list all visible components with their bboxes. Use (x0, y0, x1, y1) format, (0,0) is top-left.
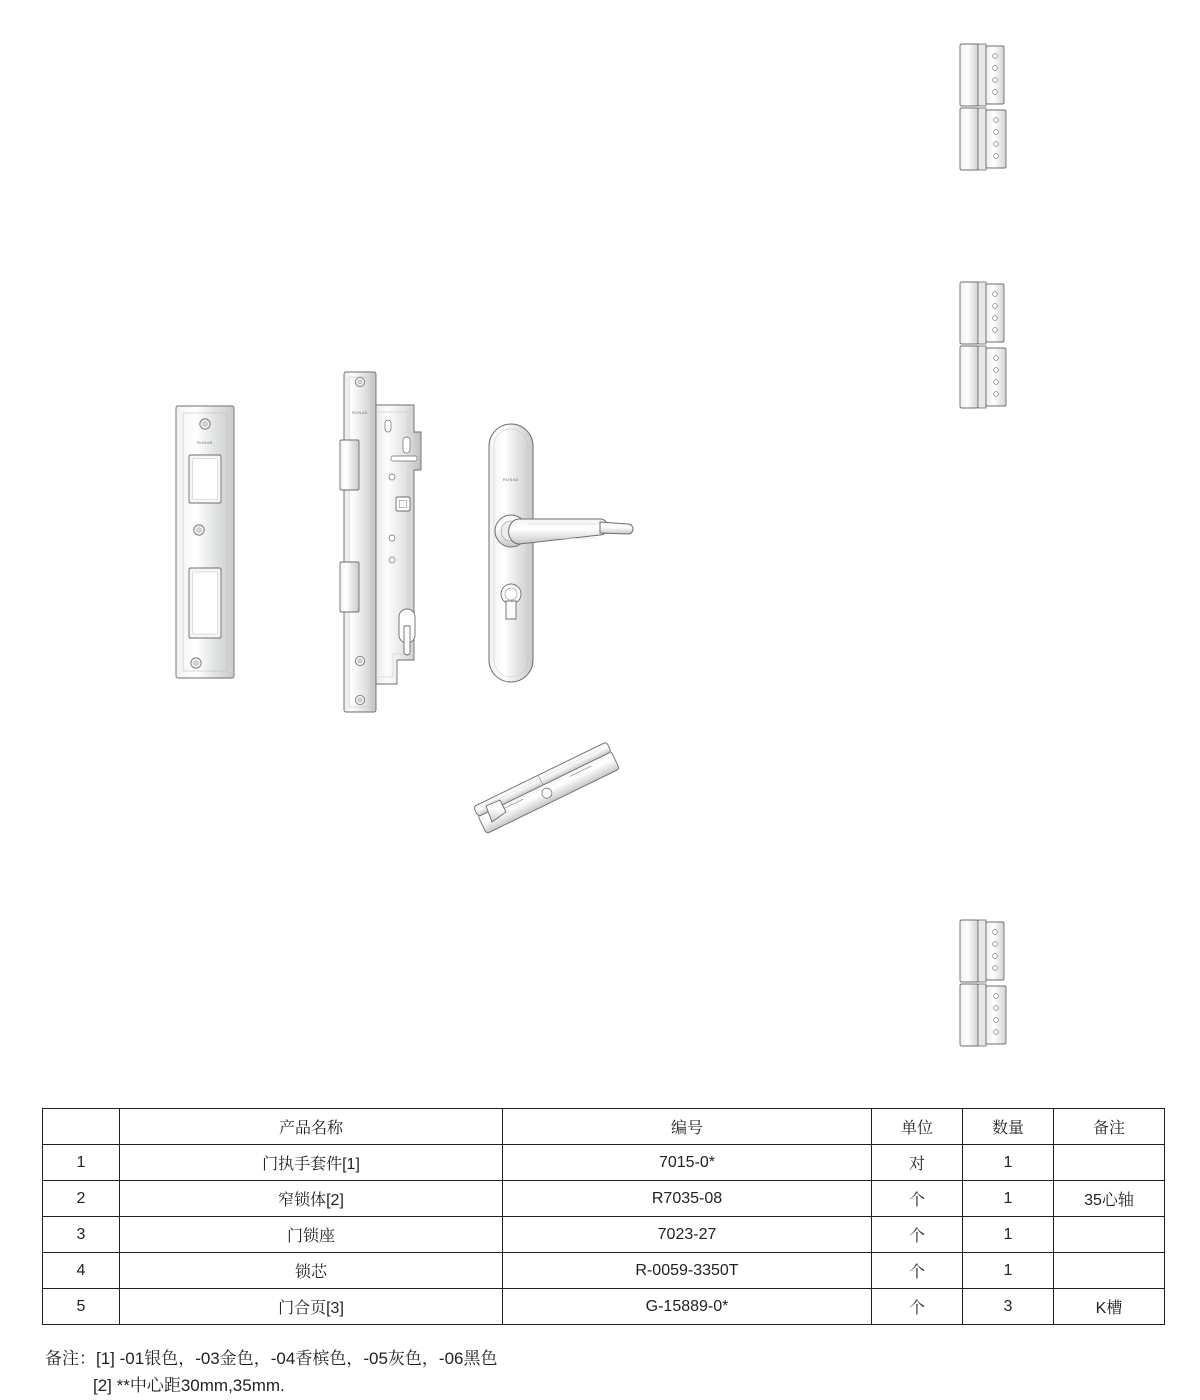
cell-unit: 对 (872, 1145, 963, 1181)
header-qty: 数量 (963, 1109, 1054, 1145)
cell-index: 5 (43, 1289, 120, 1325)
cell-unit: 个 (872, 1289, 963, 1325)
header-remark: 备注 (1054, 1109, 1165, 1145)
table-row (43, 1145, 1165, 1181)
cell-index: 1 (43, 1145, 120, 1181)
table-row (43, 1289, 1165, 1325)
table-row (43, 1181, 1165, 1217)
cell-remark: 35心轴 (1054, 1181, 1165, 1217)
cell-code: 7015-0* (503, 1145, 872, 1181)
cell-name: 窄锁体[2] (120, 1181, 503, 1217)
cell-qty: 1 (963, 1217, 1054, 1253)
cell-qty: 3 (963, 1289, 1054, 1325)
part-hinge-middle (960, 282, 1006, 408)
cell-remark (1054, 1253, 1165, 1289)
cell-remark (1054, 1145, 1165, 1181)
note-line-1: 备注：[1] -01银色，-03金色，-04香槟色，-05灰色，-06黑色 (45, 1349, 498, 1368)
cell-qty: 1 (963, 1181, 1054, 1217)
part-lock-cylinder (473, 742, 619, 834)
cell-index: 4 (43, 1253, 120, 1289)
cell-unit: 个 (872, 1253, 963, 1289)
cell-qty: 1 (963, 1145, 1054, 1181)
header-code: 编号 (503, 1109, 872, 1145)
cell-remark (1054, 1217, 1165, 1253)
table-row (43, 1253, 1165, 1289)
table-row (43, 1217, 1165, 1253)
note-line-2: [2] **中心距30mm,35mm. (93, 1376, 285, 1395)
svg-text:RUNAE: RUNAE (196, 440, 214, 445)
header-unit: 单位 (872, 1109, 963, 1145)
cell-unit: 个 (872, 1181, 963, 1217)
cell-name: 门执手套件[1] (120, 1145, 503, 1181)
part-hinge-top (960, 44, 1006, 170)
svg-text:RUNAE: RUNAE (502, 477, 520, 482)
cell-name: 门合页[3] (120, 1289, 503, 1325)
table-header-row (43, 1109, 1165, 1145)
cell-code: R-0059-3350T (503, 1253, 872, 1289)
header-name: 产品名称 (120, 1109, 503, 1145)
header-index (43, 1109, 120, 1145)
cell-index: 2 (43, 1181, 120, 1217)
svg-text:RUNAE: RUNAE (351, 410, 369, 415)
cell-code: G-15889-0* (503, 1289, 872, 1325)
cell-name: 锁芯 (120, 1253, 503, 1289)
parts-table (42, 1108, 1165, 1325)
notes-block (45, 1345, 1165, 1399)
cell-unit: 个 (872, 1217, 963, 1253)
part-narrow-lock-body (340, 372, 421, 712)
part-door-handle-set (489, 424, 633, 682)
cell-qty: 1 (963, 1253, 1054, 1289)
cell-code: R7035-08 (503, 1181, 872, 1217)
cell-index: 3 (43, 1217, 120, 1253)
cell-remark: K槽 (1054, 1289, 1165, 1325)
part-strike-plate (176, 406, 234, 678)
cell-name: 门锁座 (120, 1217, 503, 1253)
part-hinge-bottom (960, 920, 1006, 1046)
cell-code: 7023-27 (503, 1217, 872, 1253)
